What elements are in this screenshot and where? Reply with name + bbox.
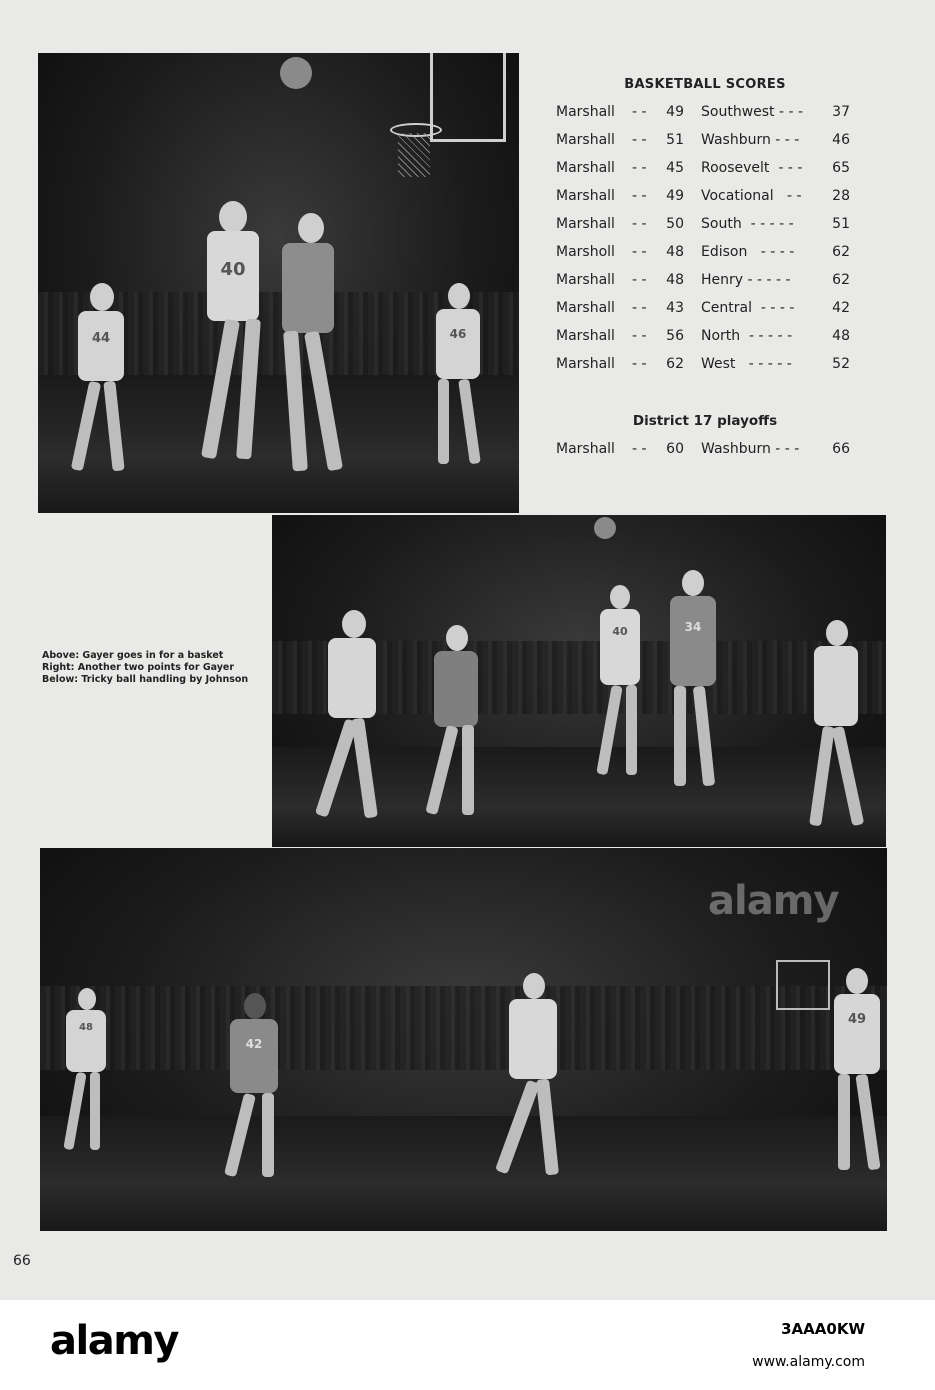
opponent-points: 48 [832, 328, 850, 344]
player-48 [58, 988, 118, 1158]
team-points: 48 [666, 272, 684, 288]
score-row [556, 160, 856, 180]
caption-label: Below: [42, 674, 79, 685]
dashes: - - [632, 160, 647, 176]
dashes: - - [632, 328, 647, 344]
score-row [556, 132, 856, 152]
team-points: 49 [666, 188, 684, 204]
jersey-number: 46 [449, 327, 467, 341]
caption-text: Tricky ball handling by Johnson [78, 674, 249, 685]
jersey-number: 49 [847, 1012, 867, 1027]
opponent-points: 62 [832, 244, 850, 260]
playoff-score-row [556, 441, 856, 461]
opponent-points: 42 [832, 300, 850, 316]
jersey-number: 34 [684, 620, 702, 634]
caption-line-above [42, 650, 252, 662]
team-name: Marshall [556, 132, 615, 148]
basketball [594, 517, 616, 539]
dashes: - - [632, 244, 647, 260]
player-42 [218, 993, 290, 1183]
opponent-name: Southwest - - - [701, 104, 804, 120]
opponent-name: Edison - - - - [701, 244, 795, 260]
opponent-points: 52 [832, 356, 850, 372]
team-name: Marshall [556, 356, 615, 372]
team-points: 62 [666, 356, 684, 372]
photo-caption [42, 650, 252, 686]
player-white-left [312, 610, 392, 830]
score-row [556, 356, 856, 376]
alamy-logo: alamy [50, 1318, 178, 1364]
player-44 [68, 283, 138, 483]
score-row [556, 300, 856, 320]
caption-text: Another two points for Gayer [74, 662, 235, 673]
opponent-points: 65 [832, 160, 850, 176]
caption-label: Right: [42, 662, 75, 673]
team-name: Marshall [556, 188, 615, 204]
opponent-points: 46 [832, 132, 850, 148]
player-dark-center [422, 625, 492, 825]
score-row [556, 272, 856, 292]
team-points: 60 [666, 441, 684, 457]
jersey-number: 48 [79, 1022, 93, 1033]
opponent-name: West - - - - - [701, 356, 792, 372]
team-name: Marshall [556, 104, 615, 120]
opponent-name: Washburn - - - [701, 441, 800, 457]
dashes: - - [632, 104, 647, 120]
dashes: - - [632, 272, 647, 288]
score-row [556, 188, 856, 208]
score-row [556, 328, 856, 348]
opponent-name: North - - - - - [701, 328, 793, 344]
jersey-number: 40 [220, 259, 246, 280]
opponent-name: South - - - - - [701, 216, 794, 232]
player-49 [826, 968, 886, 1178]
stock-footer [0, 1300, 935, 1390]
player-white-right [802, 620, 872, 835]
team-name: Marshall [556, 216, 615, 232]
team-points: 48 [666, 244, 684, 260]
site-url: www.alamy.com [752, 1354, 865, 1370]
dashes: - - [632, 300, 647, 316]
player-opponent [266, 213, 346, 483]
opponent-points: 37 [832, 104, 850, 120]
opponent-name: Roosevelt - - - [701, 160, 803, 176]
bottom-photo [40, 848, 887, 1231]
image-id: 3AAA0KW [781, 1320, 865, 1338]
backboard [776, 960, 830, 1010]
team-name: Marshall [556, 441, 615, 457]
team-points: 56 [666, 328, 684, 344]
dashes: - - [632, 441, 647, 457]
team-name: Marshall [556, 272, 615, 288]
score-row [556, 104, 856, 124]
opponent-points: 66 [832, 441, 850, 457]
score-row [556, 216, 856, 236]
dashes: - - [632, 356, 647, 372]
basketball [280, 57, 312, 89]
jersey-number: 42 [245, 1037, 263, 1051]
team-points: 45 [666, 160, 684, 176]
player-34 [660, 570, 726, 800]
opponent-points: 51 [832, 216, 850, 232]
score-row [556, 244, 856, 264]
jersey-number: 40 [612, 625, 628, 638]
net [398, 133, 430, 177]
dashes: - - [632, 132, 647, 148]
page-number: 66 [13, 1253, 31, 1269]
watermark: alamy [708, 878, 839, 924]
dashes: - - [632, 216, 647, 232]
opponent-name: Vocational - - [701, 188, 802, 204]
jersey-number: 44 [91, 331, 111, 346]
team-name: Marsholl [556, 244, 615, 260]
team-points: 49 [666, 104, 684, 120]
opponent-name: Henry - - - - - [701, 272, 791, 288]
team-name: Marshall [556, 328, 615, 344]
opponent-points: 28 [832, 188, 850, 204]
caption-label: Above: [42, 650, 80, 661]
team-name: Marshall [556, 300, 615, 316]
caption-line-below [42, 674, 252, 686]
player-white-ball [495, 973, 575, 1183]
caption-text: Gayer goes in for a basket [79, 650, 224, 661]
opponent-points: 62 [832, 272, 850, 288]
dashes: - - [632, 188, 647, 204]
caption-line-right [42, 662, 252, 674]
team-name: Marshall [556, 160, 615, 176]
opponent-name: Washburn - - - [701, 132, 800, 148]
player-46 [426, 283, 496, 473]
middle-photo [272, 515, 886, 847]
scores-title: BASKETBALL SCORES [624, 77, 786, 92]
player-40 [592, 585, 652, 785]
team-points: 51 [666, 132, 684, 148]
team-points: 43 [666, 300, 684, 316]
top-photo [38, 53, 519, 513]
playoffs-title: District 17 playoffs [632, 413, 778, 429]
opponent-name: Central - - - - [701, 300, 795, 316]
team-points: 50 [666, 216, 684, 232]
